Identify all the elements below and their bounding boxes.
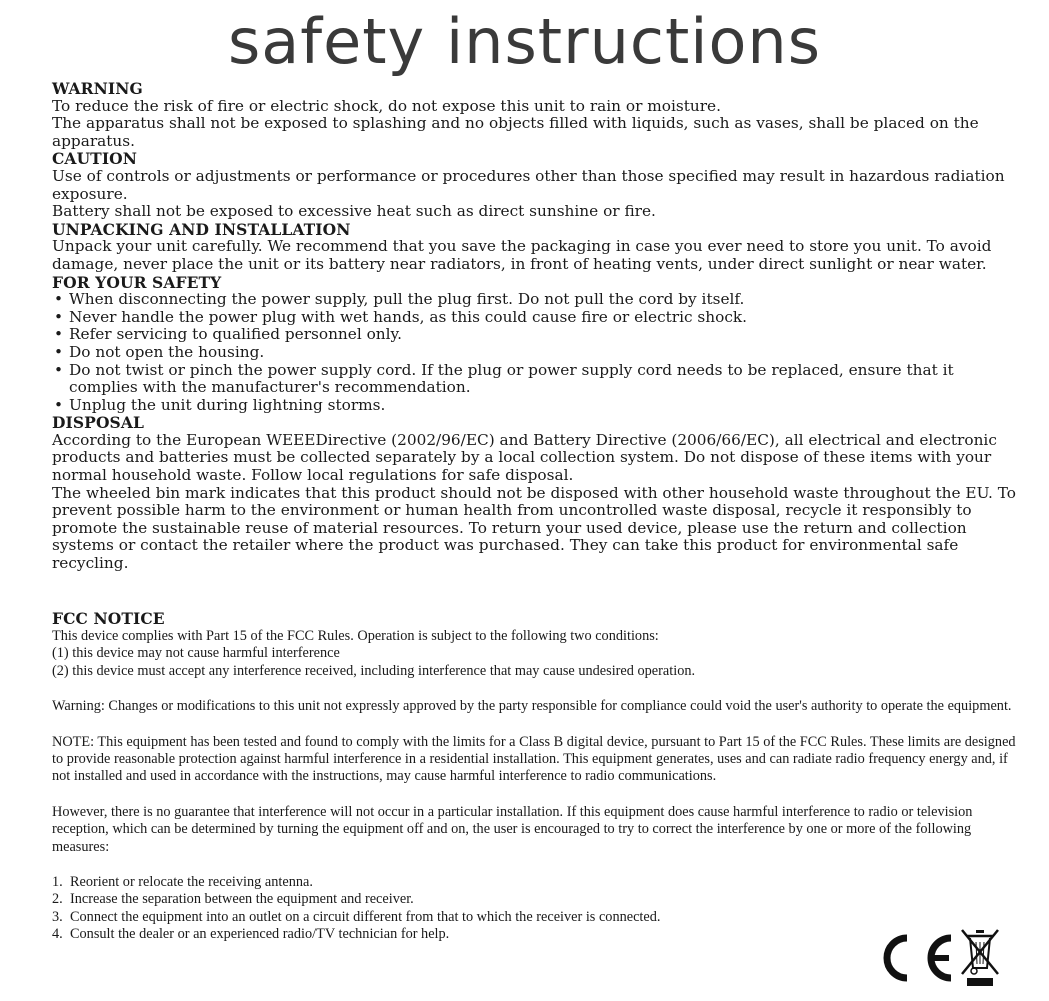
caution-line: Battery shall not be exposed to excessive heat such as direct sunshine or fire. [52, 202, 656, 221]
measure-item [52, 909, 1022, 926]
measure-text: Increase the separation between the equipment and receiver. [70, 891, 414, 908]
measure-item [52, 874, 1022, 891]
fcc-however: However, there is no guarantee that interference will not occur in a particular installation. If this equipment does cause harmful interference to radio or television reception, which can be determined by turning the equipment off and on, the user is encouraged to try to correct the interference by one or more of the following measures: [52, 803, 973, 855]
safety-section [52, 274, 1027, 415]
fcc-heading: FCC NOTICE [52, 609, 165, 628]
page-title: safety instructions [227, 5, 822, 78]
safety-list [52, 291, 1027, 414]
fcc-warning: Warning: Changes or modifications to this unit not expressly approved by the party responsible for compliance could void the user's authority to operate the equipment. [52, 698, 1012, 715]
measure-number: 1. [52, 874, 63, 891]
disposal-paragraph: According to the European WEEEDirective (2002/96/EC) and Battery Directive (2006/66/EC), all electrical and electronic products and batteries must be collected separately by a local collection system. Do not dispose of these items with your normal household waste. Follow local regulations for safe disposal. [52, 430, 997, 485]
fcc-note: NOTE: This equipment has been tested and found to comply with the limits for a Class B digital device, pursuant to Part 15 of the FCC Rules. These limits are designed to provide reasonable protection against harmful interference in a residential installation. This equipment generates, uses and can radiate radio frequency energy and, if not installed and used in accordance with the instructions, may cause harmful interference to radio communications. [52, 733, 1016, 785]
unpacking-heading: UNPACKING AND INSTALLATION [52, 219, 351, 239]
measure-item [52, 891, 1022, 908]
disposal-heading: DISPOSAL [52, 413, 144, 433]
measure-number: 3. [52, 908, 63, 925]
fcc-intro-line: (1) this device may not cause harmful interference [52, 645, 340, 662]
caution-line: Use of controls or adjustments or performance or procedures other than those specified may result in hazardous radiation exposure. [52, 166, 1005, 203]
safety-heading: FOR YOUR SAFETY [52, 272, 222, 292]
safety-item: • Refer servicing to qualified personnel only. [52, 326, 1027, 344]
weee-crossed-bin-icon [959, 926, 1001, 988]
safety-item: • Do not open the housing. [52, 344, 1027, 362]
unpacking-text: Unpack your unit carefully. We recommend that you save the packaging in case you ever need to store you unit. To avoid damage, never place the unit or its battery near radiators, in front of heating vents, under direct sunlight or near water. [52, 237, 992, 273]
measure-text: Connect the equipment into an outlet on a circuit different from that to which the receiver is connected. [70, 908, 661, 925]
disposal-section [52, 414, 1027, 572]
warning-line: The apparatus shall not be exposed to splashing and no objects filled with liquids, such as vases, shall be placed on the apparatus. [52, 114, 979, 150]
warning-section [52, 80, 1027, 150]
safety-item: • Never handle the power plug with wet hands, as this could cause fire or electric shock. [52, 309, 1027, 327]
caution-heading: CAUTION [52, 149, 138, 169]
unpacking-section [52, 221, 1027, 274]
warning-heading: WARNING [52, 79, 143, 98]
caution-section [52, 150, 1027, 220]
fcc-intro-line: (2) this device must accept any interference received, including interference that may cause undesired operation. [52, 662, 696, 679]
certification-marks [867, 926, 1007, 992]
measure-text: Consult the dealer or an experienced radio/TV technician for help. [70, 926, 450, 943]
safety-item: • Unplug the unit during lightning storms. [52, 397, 1027, 415]
safety-item: • When disconnecting the power supply, pull the plug first. Do not pull the cord by itself. [52, 291, 1027, 309]
measure-number: 4. [52, 926, 63, 943]
disposal-paragraph: The wheeled bin mark indicates that this product should not be disposed with other household waste throughout the EU. To prevent possible harm to the environment or human health from uncontrolled waste disposal, recycle it responsibly to promote the sustainable reuse of material resources. To return your used device, please use the return and collection systems or contact the retailer where the product was purchased. They can take this product for environmental safe recycling. [52, 483, 1017, 573]
ce-mark-icon [867, 930, 955, 986]
measure-number: 2. [52, 891, 63, 908]
fcc-intro-line: This device complies with Part 15 of the FCC Rules. Operation is subject to the following two conditions: [52, 628, 659, 644]
measure-text: Reorient or relocate the receiving antenna. [70, 874, 313, 891]
warning-line: To reduce the risk of fire or electric shock, do not expose this unit to rain or moisture. [52, 96, 721, 115]
fcc-section [52, 609, 1022, 944]
safety-item: • Do not twist or pinch the power supply cord. If the plug or power supply cord needs to be replaced, ensure that it complies with the manufacturer's recommendation. [52, 362, 1027, 397]
safety-body [52, 80, 1027, 573]
